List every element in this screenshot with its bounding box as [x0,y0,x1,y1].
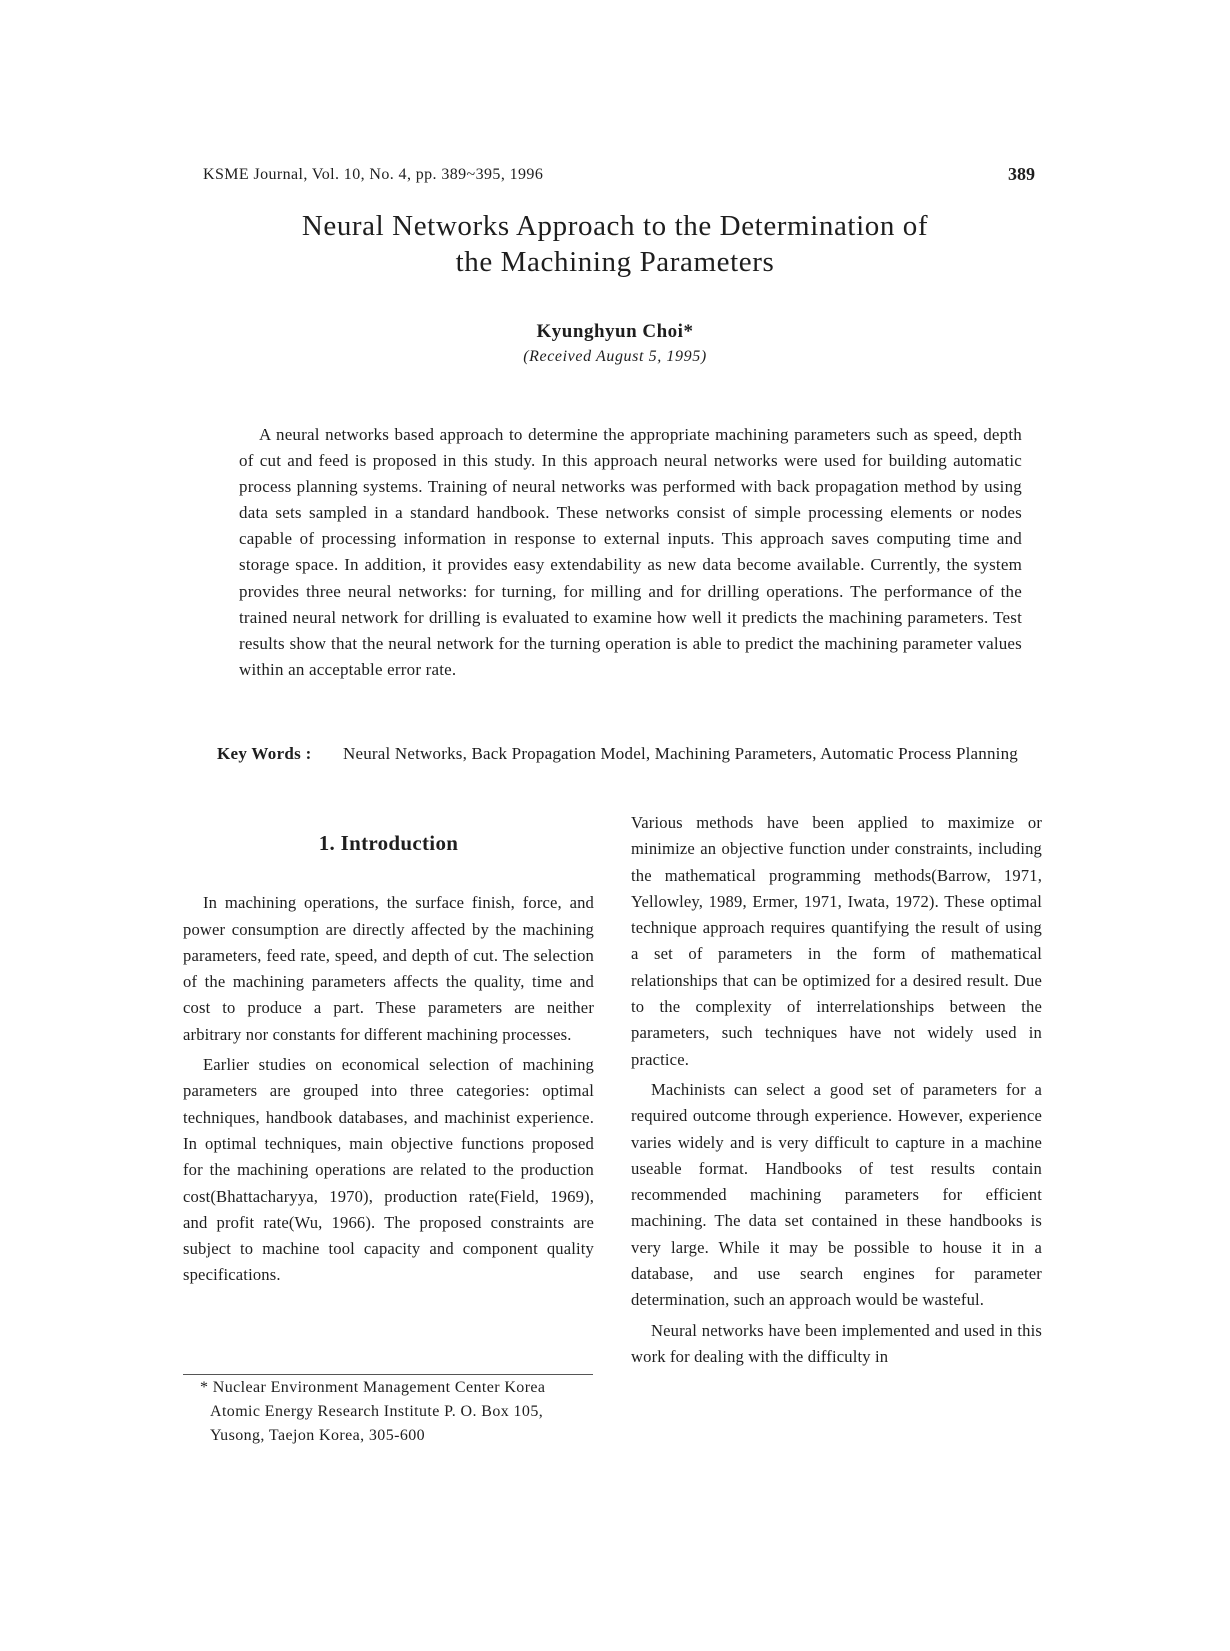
keywords-label: Key Words : [217,744,312,763]
paragraph: Neural networks have been implemented and used in this work for dealing with the difficulty in [631,1320,1042,1366]
section-heading: 1. Introduction [318,831,459,855]
page-number: 389 [1008,164,1035,184]
right-column [631,810,1042,1370]
paper-title-line-1: Neural Networks Approach to the Determination of [301,210,929,242]
keywords [217,741,1022,767]
paragraph: Earlier studies on economical selection of machining parameters are grouped into three categories: optimal techniques, handbook databases, and machinist experience. In optimal techniques, main objective functions proposed for the machining operations are related to the production cost(Bhattacharyya, 1970), production rate(Field, 1969), and profit rate(Wu, 1966). The proposed constraints are subject to machine tool capacity and component quality specifications. [183,1055,594,1285]
abstract: A neural networks based approach to determine the appropriate machining parameters such as speed, depth of cut and feed is proposed in this study. In this approach neural networks were used for building automatic process planning systems. Training of neural networks was performed with back propagation method by using data sets sampled in a standard handbook. These networks consist of simple processing elements or nodes capable of processing information in response to external inputs. This approach saves computing time and storage space. In addition, it provides easy extendability as new data become available. Currently, the system provides three neural networks: for turning, for milling and for drilling operations. The performance of the trained neural network for drilling is evaluated to examine how well it predicts the machining parameters. Test results show that the neural network for the turning operation is able to predict the machining parameter values within an acceptable error rate. [239,425,1022,679]
footnote-line: * Nuclear Environment Management Center Korea [200,1379,546,1396]
paragraph: Various methods have been applied to maximize or minimize an objective function under constraints, including the mathematical programming methods(Barrow, 1971, Yellowley, 1989, Ermer, 1971, Iwata, 1972). These optimal technique approach requires quantifying the result of using a set of parameters in the form of mathematical relationships that can be optimized for a desired result. Due to the complexity of interrelationships between the parameters, such techniques have not widely used in practice. [631,813,1042,1069]
footnote-divider [183,1374,593,1375]
footnote [200,1376,600,1448]
paragraph: Machinists can select a good set of parameters for a required outcome through experience. However, experience varies widely and is very difficult to capture in a machine useable format. Handbooks of test results contain recommended machining parameters for efficient machining. The data set contained in these handbooks is very large. While it may be possible to house it in a database, and use search engines for parameter determination, such an approach would be wasteful. [631,1079,1042,1310]
keywords-text: Neural Networks, Back Propagation Model, Machining Parameters, Automatic Process Planning [343,744,1018,763]
footnote-line: Yusong, Taejon Korea, 305-600 [210,1427,426,1444]
footnote-line: Atomic Energy Research Institute P. O. Box 105, [210,1403,544,1420]
paper-title-line-2: the Machining Parameters [455,246,775,278]
paper-title [180,208,1050,280]
received-date: (Received August 5, 1995) [523,348,707,365]
author-name: Kyunghyun Choi* [536,321,694,342]
running-head: KSME Journal, Vol. 10, No. 4, pp. 389~395, 1996 [203,166,544,183]
paragraph: In machining operations, the surface finish, force, and power consumption are directly affected by the machining parameters, feed rate, speed, and depth of cut. The selection of the machining parameters affects the quality, time and cost to produce a part. These parameters are neither arbitrary nor constants for different machining processes. [183,893,594,1044]
left-column [183,830,594,1289]
